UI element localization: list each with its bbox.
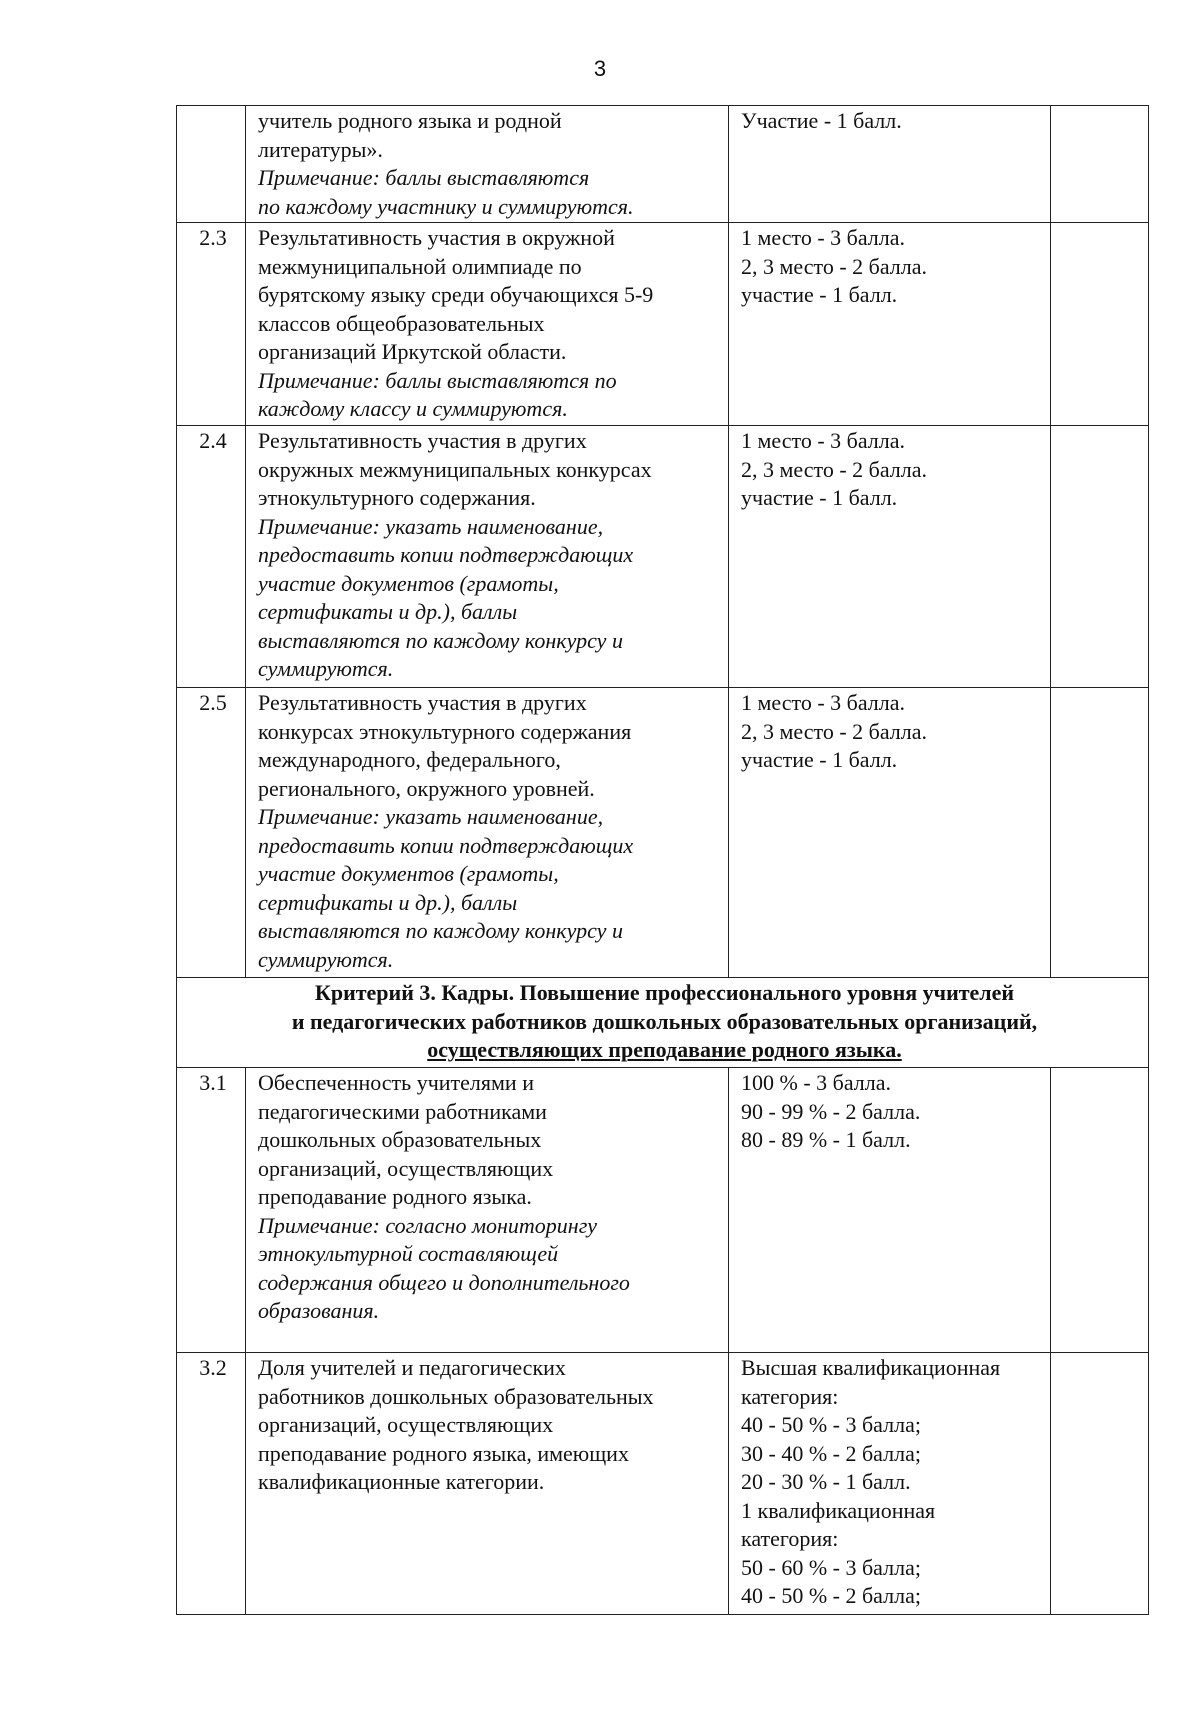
- criterion-description: Результативность участия в окружной межмуниципальной олимпиаде по бурятскому языку среди обучающихся 5-9 классов общеобразовательных организаций Иркутской области. Примечание: баллы выставляются по каждому классу и суммируются.: [246, 223, 729, 426]
- criterion-note: сертификаты и др.), баллы: [258, 889, 518, 915]
- row-number: 2.5: [177, 688, 246, 978]
- criterion-note: выставляются по каждому конкурсу и: [258, 627, 623, 653]
- criterion-note: предоставить копии подтверждающих: [258, 832, 634, 858]
- row-number: [177, 106, 246, 223]
- criterion-note: сертификаты и др.), баллы: [258, 599, 518, 624]
- criterion-note: образования.: [258, 1298, 380, 1323]
- score-value-cell: [1051, 1353, 1149, 1615]
- criterion-note: Примечание: согласно мониторингу: [258, 1212, 598, 1238]
- score-value-cell: [1051, 1068, 1149, 1353]
- criterion-3-heading: Критерий 3. Кадры. Повышение профессионального уровня учителей и педагогических работников дошкольных образовательных организаций, осуществляющих преподавание родного языка.: [177, 978, 1149, 1068]
- criterion-note: участие документов (грамоты,: [258, 570, 559, 596]
- score-scale: Участие - 1 балл.: [729, 106, 1051, 223]
- score-value-cell: [1051, 426, 1149, 688]
- row-number: 3.1: [177, 1068, 246, 1353]
- score-value-cell: [1051, 223, 1149, 426]
- criterion-note: предоставить копии подтверждающих: [258, 542, 634, 567]
- score-scale: 1 место - 3 балла. 2, 3 место - 2 балла. участие - 1 балл.: [729, 426, 1051, 688]
- criterion-note: по каждому участнику и суммируются.: [258, 193, 634, 219]
- criterion-note: этнокультурной составляющей: [258, 1241, 559, 1266]
- table-row: [177, 688, 1149, 978]
- criterion-note: содержания общего и дополнительного: [258, 1269, 630, 1295]
- score-value-cell: [1051, 106, 1149, 223]
- score-scale: Высшая квалификационная категория: 40 - 50 % - 3 балла; 30 - 40 % - 2 балла; 20 - 30 % - 1 балл. 1 квалификационная категория: 50 - 60 % - 3 балла; 40 - 50 % - 2 балла;: [729, 1353, 1051, 1615]
- row-number: 2.4: [177, 426, 246, 688]
- criterion-note: участие документов (грамоты,: [258, 861, 559, 886]
- row-number: 2.3: [177, 223, 246, 426]
- criterion-header-row: [177, 978, 1149, 1068]
- table-row: [177, 1068, 1149, 1353]
- criterion-note: Примечание: баллы выставляются по: [258, 367, 617, 393]
- page-number: 3: [593, 56, 607, 81]
- score-scale: 1 место - 3 балла. 2, 3 место - 2 балла. участие - 1 балл.: [729, 223, 1051, 426]
- criterion-description: Доля учителей и педагогических работников дошкольных образовательных организаций, осуществляющих преподавание родного языка, имеющих квалификационные категории.: [246, 1353, 729, 1615]
- table-row: [177, 106, 1149, 223]
- criterion-description: Результативность участия в других окружных межмуниципальных конкурсах этнокультурного содержания. Примечание: указать наименование, предоставить копии подтверждающих участие документов (грамоты, сертификаты и др.), баллы выставляются по каждому конкурсу и суммируются.: [246, 426, 729, 688]
- criterion-note: Примечание: указать наименование,: [258, 513, 604, 539]
- criterion-note: суммируются.: [258, 946, 394, 972]
- row-number: 3.2: [177, 1353, 246, 1615]
- criterion-description: Результативность участия в других конкурсах этнокультурного содержания международного, федерального, регионального, окружного уровней. Примечание: указать наименование, предоставить копии подтверждающих участие документов (грамоты, сертификаты и др.), баллы выставляются по каждому конкурсу и суммируются.: [246, 688, 729, 978]
- table-row: [177, 223, 1149, 426]
- criterion-description: учитель родного языка и родной литературы». Примечание: баллы выставляются по каждому участнику и суммируются.: [246, 106, 729, 223]
- score-scale: 1 место - 3 балла. 2, 3 место - 2 балла. участие - 1 балл.: [729, 688, 1051, 978]
- score-value-cell: [1051, 688, 1149, 978]
- criterion-note: Примечание: указать наименование,: [258, 804, 604, 829]
- criterion-note: выставляются по каждому конкурсу и: [258, 918, 623, 943]
- criterion-note: Примечание: баллы выставляются: [258, 165, 590, 190]
- criterion-description: Обеспеченность учителями и педагогическими работниками дошкольных образовательных организаций, осуществляющих преподавание родного языка. Примечание: согласно мониторингу этнокультурной составляющей содержания общего и дополнительного образования.: [246, 1068, 729, 1353]
- score-scale: 100 % - 3 балла. 90 - 99 % - 2 балла. 80 - 89 % - 1 балл.: [729, 1068, 1051, 1353]
- table-row: [177, 426, 1149, 688]
- criterion-note: суммируются.: [258, 656, 394, 681]
- table-row: [177, 1353, 1149, 1615]
- criterion-note: каждому классу и суммируются.: [258, 396, 568, 421]
- criteria-table: [176, 105, 1149, 1615]
